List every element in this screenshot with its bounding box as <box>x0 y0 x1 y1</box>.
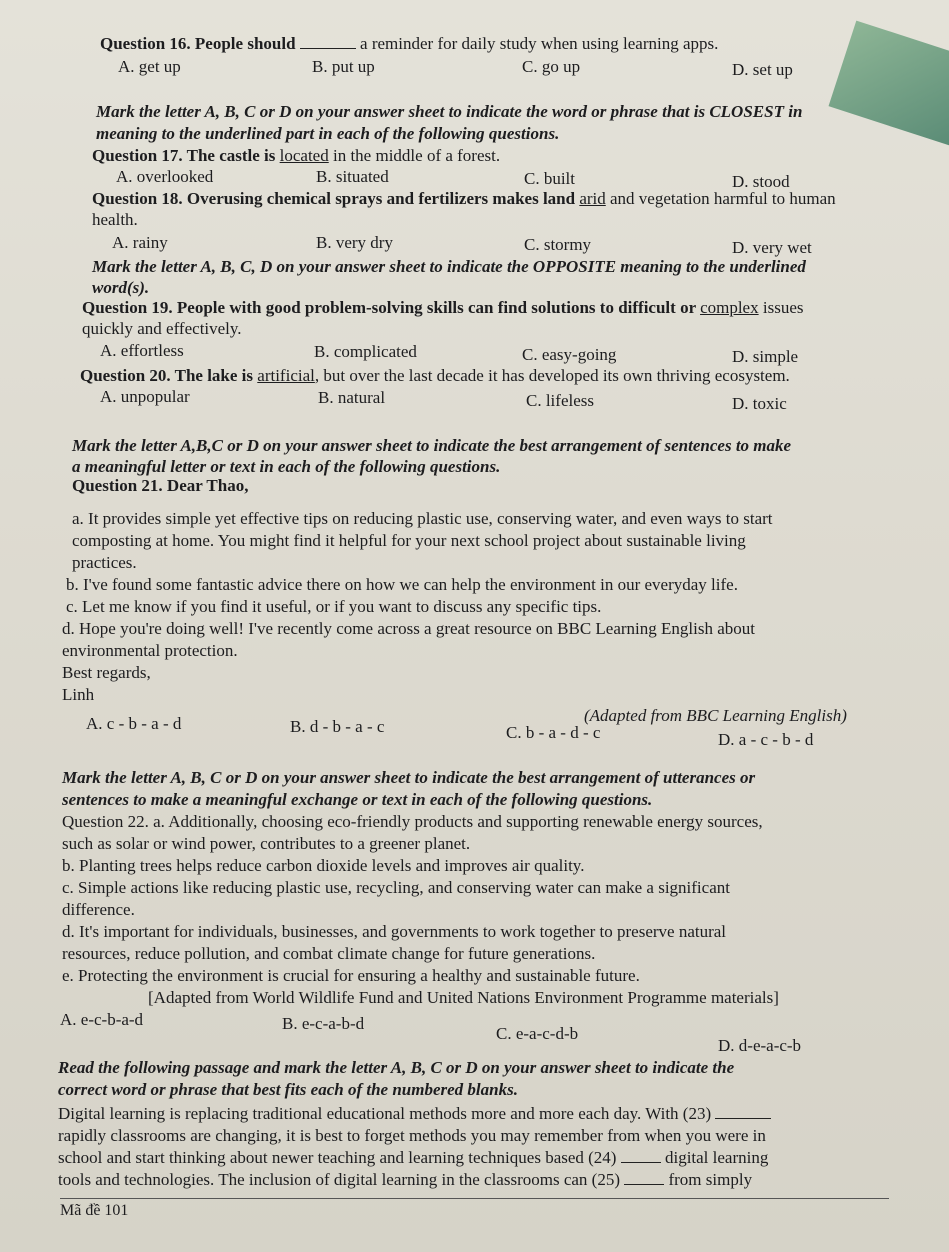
q22-option-a[interactable]: A. e-c-b-a-d <box>60 1010 144 1029</box>
instruction-closest-1: Mark the letter A, B, C or D on your answer sheet to indicate the word or phrase that is CLOSEST in <box>96 102 803 121</box>
q21-option-b[interactable]: B. d - b - a - c <box>290 717 385 736</box>
footer-divider <box>60 1198 889 1199</box>
q22-sentence-a-1: Question 22. a. Additionally, choosing eco-friendly products and supporting renewable energy sources, <box>62 812 763 831</box>
q20-option-a[interactable]: A. unpopular <box>100 387 190 406</box>
instruction-passage-2: correct word or phrase that best fits each of the numbered blanks. <box>58 1080 518 1099</box>
q21-sentence-a-3: practices. <box>72 553 137 572</box>
instruction-arrange-letter-1: Mark the letter A,B,C or D on your answer sheet to indicate the best arrangement of sentences to make <box>72 436 792 455</box>
passage-line-2: rapidly classrooms are changing, it is best to forget methods you may remember from when you were in <box>58 1126 766 1145</box>
q19-option-b[interactable]: B. complicated <box>314 342 417 361</box>
q21-sentence-a-2: composting at home. You might find it helpful for your next school project about sustainable living <box>72 531 746 550</box>
q22-sentence-b: b. Planting trees helps reduce carbon dioxide levels and improves air quality. <box>62 856 585 875</box>
q21-sentence-d-1: d. Hope you're doing well! I've recently come across a great resource on BBC Learning English about <box>62 619 755 638</box>
q16-option-d[interactable]: D. set up <box>732 60 793 79</box>
q17-option-d[interactable]: D. stood <box>732 172 790 191</box>
corner-decoration <box>829 21 949 150</box>
q16-option-c[interactable]: C. go up <box>522 57 581 76</box>
q16-stem: Question 16. People should a reminder for daily study when using learning apps. <box>100 34 719 53</box>
instruction-arrange-exchange-1: Mark the letter A, B, C or D on your answer sheet to indicate the best arrangement of utterances or <box>62 768 756 787</box>
q17-stem: Question 17. The castle is located in the middle of a forest. <box>92 146 501 165</box>
q22-source: [Adapted from World Wildlife Fund and United Nations Environment Programme materials] <box>148 988 779 1007</box>
instruction-passage-1: Read the following passage and mark the letter A, B, C or D on your answer sheet to indicate the <box>58 1058 735 1077</box>
q21-signature: Linh <box>62 685 95 704</box>
q22-option-b[interactable]: B. e-c-a-b-d <box>282 1014 365 1033</box>
q21-sentence-a-1: a. It provides simple yet effective tips on reducing plastic use, conserving water, and even ways to start <box>72 509 773 528</box>
q21-heading: Question 21. Dear Thao, <box>72 476 249 495</box>
q19-option-c[interactable]: C. easy-going <box>522 345 617 364</box>
passage-line-1: Digital learning is replacing traditional educational methods more and more each day. With (23) <box>58 1104 771 1124</box>
q20-stem: Question 20. The lake is artificial, but over the last decade it has developed its own thriving ecosystem. <box>80 366 790 385</box>
q20-option-d[interactable]: D. toxic <box>732 394 787 413</box>
q20-option-b[interactable]: B. natural <box>318 388 386 407</box>
q22-option-d[interactable]: D. d-e-a-c-b <box>718 1036 802 1055</box>
instruction-closest-2: meaning to the underlined part in each of the following questions. <box>96 124 560 143</box>
q22-sentence-c-1: c. Simple actions like reducing plastic use, recycling, and conserving water can make a significant <box>62 878 730 897</box>
q18-stem: Question 18. Overusing chemical sprays and fertilizers makes land arid and vegetation harmful to human <box>92 189 836 208</box>
q22-sentence-a-2: such as solar or wind power, contributes to a greener planet. <box>62 834 471 853</box>
q22-option-c[interactable]: C. e-a-c-d-b <box>496 1024 579 1043</box>
q18-stem-line2: health. <box>92 210 138 229</box>
q22-sentence-d-2: resources, reduce pollution, and combat climate change for future generations. <box>62 944 596 963</box>
q21-source: (Adapted from BBC Learning English) <box>584 706 847 725</box>
q18-option-c[interactable]: C. stormy <box>524 235 592 254</box>
q21-sentence-c: c. Let me know if you find it useful, or if you want to discuss any specific tips. <box>66 597 602 616</box>
q21-sentence-d-2: environmental protection. <box>62 641 238 660</box>
instruction-opposite-1: Mark the letter A, B, C, D on your answer sheet to indicate the OPPOSITE meaning to the underlined <box>92 257 806 276</box>
q19-stem-line2: quickly and effectively. <box>82 319 242 338</box>
q22-sentence-e: e. Protecting the environment is crucial for ensuring a healthy and sustainable future. <box>62 966 640 985</box>
q19-option-a[interactable]: A. effortless <box>100 341 184 360</box>
instruction-arrange-exchange-2: sentences to make a meaningful exchange or text in each of the following questions. <box>62 790 653 809</box>
q21-option-a[interactable]: A. c - b - a - d <box>86 714 182 733</box>
q21-option-c[interactable]: C. b - a - d - c <box>506 723 601 742</box>
q21-closing: Best regards, <box>62 663 151 682</box>
q16-option-b[interactable]: B. put up <box>312 57 375 76</box>
passage-line-3: school and start thinking about newer teaching and learning techniques based (24) digital learning <box>58 1148 769 1167</box>
q22-sentence-c-2: difference. <box>62 900 135 919</box>
q19-option-d[interactable]: D. simple <box>732 347 799 366</box>
q22-sentence-d-1: d. It's important for individuals, businesses, and governments to work together to preserve natural <box>62 922 727 941</box>
q18-option-a[interactable]: A. rainy <box>112 233 168 252</box>
q17-option-c[interactable]: C. built <box>524 169 576 188</box>
passage-line-4: tools and technologies. The inclusion of digital learning in the classrooms can (25) from simply <box>58 1170 753 1189</box>
q17-option-a[interactable]: A. overlooked <box>116 167 214 186</box>
q18-option-d[interactable]: D. very wet <box>732 238 812 257</box>
exam-code: Mã đề 101 <box>60 1202 129 1219</box>
q17-option-b[interactable]: B. situated <box>316 167 389 186</box>
q18-option-b[interactable]: B. very dry <box>316 233 393 252</box>
q19-stem: Question 19. People with good problem-solving skills can find solutions to difficult or complex issues <box>82 298 804 317</box>
q21-option-d[interactable]: D. a - c - b - d <box>718 730 814 749</box>
instruction-opposite-2: word(s). <box>92 278 150 297</box>
q20-option-c[interactable]: C. lifeless <box>526 391 594 410</box>
instruction-arrange-letter-2: a meaningful letter or text in each of the following questions. <box>72 457 501 476</box>
q16-option-a[interactable]: A. get up <box>118 57 181 76</box>
q21-sentence-b: b. I've found some fantastic advice there on how we can help the environment in our everyday life. <box>66 575 738 594</box>
